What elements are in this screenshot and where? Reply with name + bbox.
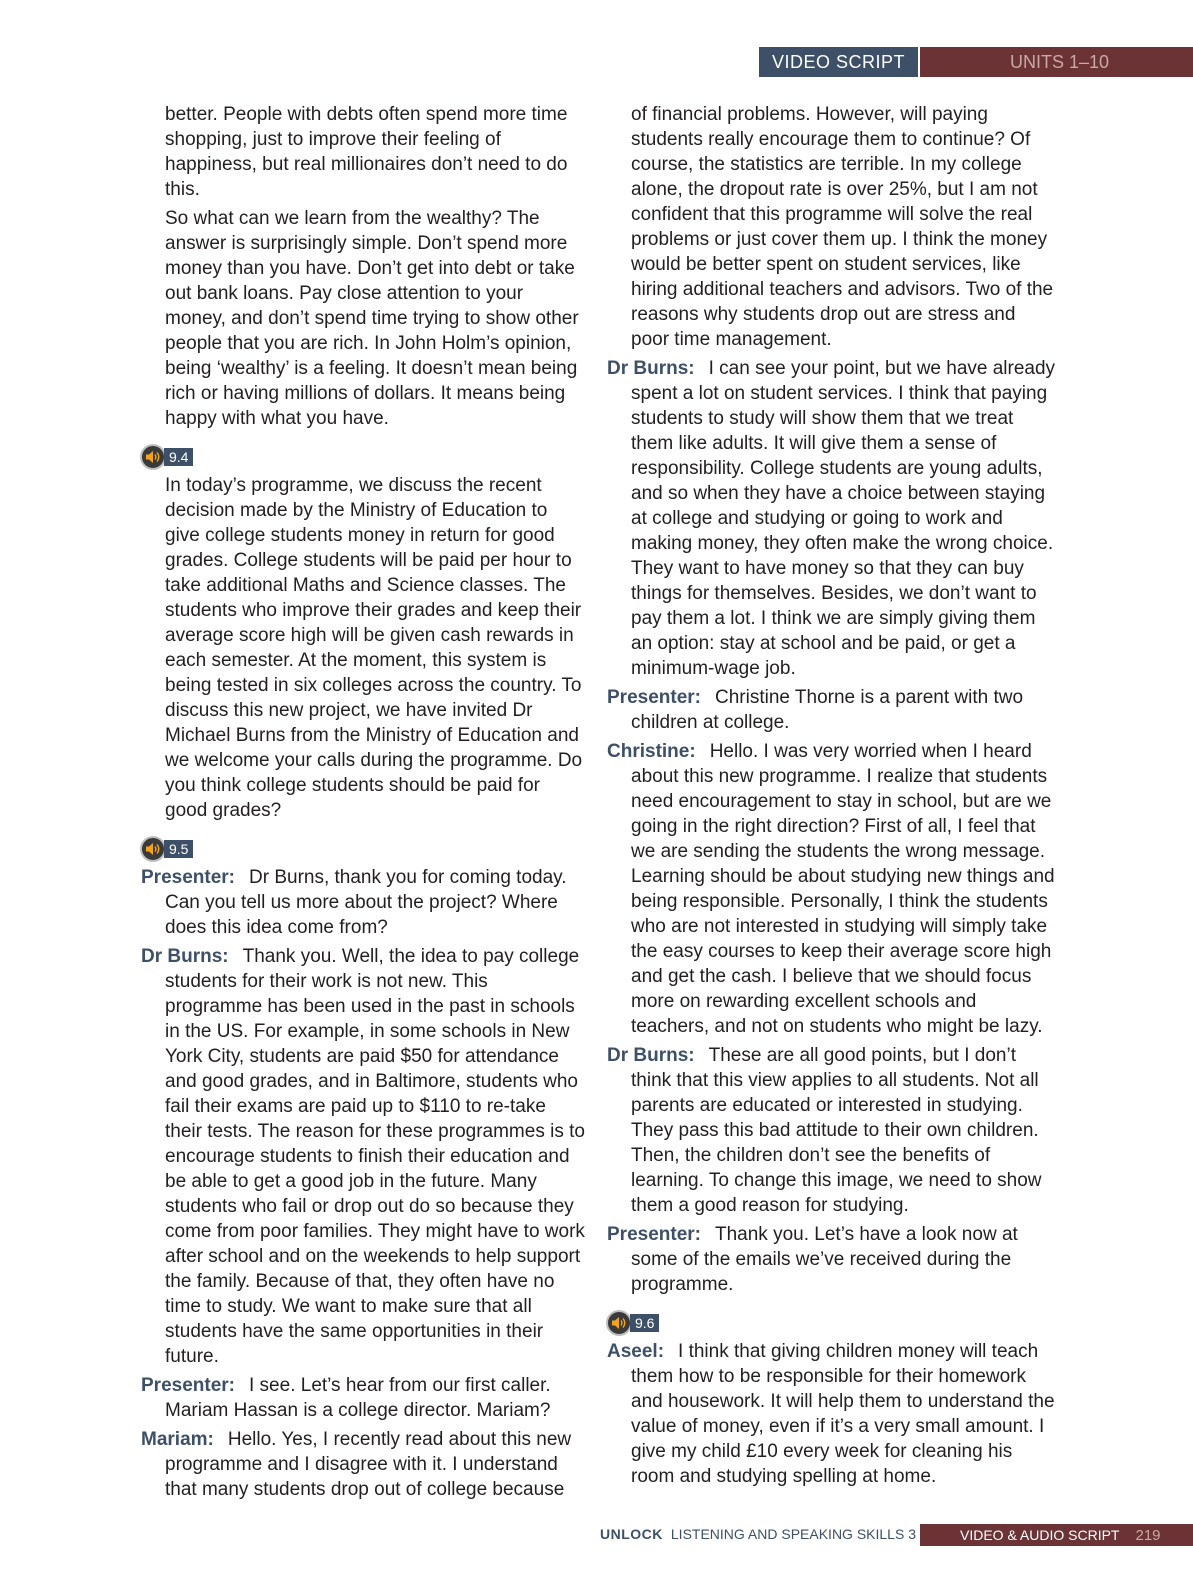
dialogue-turn (141, 944, 586, 1369)
dialogue-turn (607, 685, 1057, 735)
speaker-label: Presenter: (607, 1224, 701, 1245)
track-number: 9.5 (164, 840, 193, 858)
dialogue-turn (607, 356, 1057, 681)
dialogue-text: Christine Thorne is a parent with two children at college. (631, 687, 1024, 733)
footer-book-title (600, 1526, 916, 1542)
dialogue-turn (607, 1339, 1057, 1489)
track-number: 9.4 (164, 448, 193, 466)
paragraph: of financial problems. However, will paying students really encourage them to continue? Of course, the statistics are terrible. In my college alone, the dropout rate is over 25%, but I am not confident that this programme will solve the real problems or just cover them up. I think the money would be better spent on student services, like hiring additional teachers and advisors. Two of the reasons why students drop out are stress and poor time management. (631, 104, 1054, 350)
speaker-icon[interactable] (606, 1310, 632, 1336)
paragraph: So what can we learn from the wealthy? The answer is surprisingly simple. Don’t spend more money than you have. Don’t get into debt or take out bank loans. Pay close attention to your money, and don’t spend time trying to show other people that you are rich. In John Holm’s opinion, being ‘wealthy’ is a feeling. It doesn’t mean being rich or having millions of dollars. It means being happy with what you have. (165, 208, 579, 429)
speaker-label: Presenter: (607, 687, 701, 708)
header-video-script: VIDEO SCRIPT (759, 47, 918, 77)
speaker-icon[interactable] (140, 836, 166, 862)
left-column (141, 102, 586, 1506)
speaker-label: Aseel: (607, 1341, 665, 1362)
audio-track-9-5[interactable] (140, 835, 586, 863)
footer-section-label: VIDEO & AUDIO SCRIPT (960, 1527, 1120, 1543)
header-units: UNITS 1–10 (920, 47, 1193, 77)
dialogue-text: I can see your point, but we have already spent a lot on student services. I think that paying students to study will show them that we treat them like adults. It will give them a sense of responsibility. College students are young adults, and so when they have a choice between staying at college and studying or going to work and making money, they often make the wrong choice. They want to have money so that they can buy things for themselves. Besides, we don’t want to pay them a lot. I think we are simply giving them an option: stay at school and be paid, or get a minimum-wage job. (631, 358, 1056, 679)
dialogue-text: Hello. Yes, I recently read about this new programme and I disagree with it. I understand that many students drop out of college because (165, 1429, 572, 1500)
speaker-label: Presenter: (141, 1375, 235, 1396)
page-number: 219 (1135, 1526, 1161, 1544)
right-column (607, 102, 1057, 1493)
dialogue-turn (607, 1222, 1057, 1297)
book-title: LISTENING AND SPEAKING SKILLS 3 (670, 1526, 916, 1542)
dialogue-text: Thank you. Let’s have a look now at some of the emails we’ve received during the programme. (631, 1224, 1018, 1295)
speaker-label: Presenter: (141, 867, 235, 888)
dialogue-text: Hello. I was very worried when I heard about this new programme. I realize that students need encouragement to stay in school, but are we going in the right direction? First of all, I feel that we are sending the students the wrong message. Learning should be about studying new things and being responsible. Personally, I think the students who are not interested in studying will simply take the easy courses to keep their average score high and get the cash. I believe that we should focus more on rewarding excellent schools and teachers, and not on students who might be lazy. (631, 741, 1055, 1037)
dialogue-text: I think that giving children money will teach them how to be responsible for their homework and housework. It will help them to understand the value of money, even if it’s a very small amount. I give my child £10 every week for cleaning his room and studying spelling at home. (631, 1341, 1055, 1487)
speaker-label: Christine: (607, 741, 696, 762)
footer-section (920, 1524, 1193, 1546)
dialogue-turn (607, 1043, 1057, 1218)
dialogue-text: Thank you. Well, the idea to pay college students for their work is not new. This programme has been used in the past in schools in the US. For example, in some schools in New York City, students are paid $50 for attendance and good grades, and in Baltimore, students who fail their exams are paid up to $110 to re-take their tests. The reason for these programmes is to encourage students to finish their education and be able to get a good job in the future. Many students who fail or drop out do so because they come from poor families. They might have to work after school and on the weekends to help support the family. Because of that, they often have no time to study. We want to make sure that all students have the same opportunities in their future. (165, 946, 585, 1367)
track-number: 9.6 (630, 1314, 659, 1332)
dialogue-turn (141, 865, 586, 940)
speaker-label: Dr Burns: (607, 358, 695, 379)
speaker-label: Mariam: (141, 1429, 214, 1450)
audio-track-9-4[interactable] (140, 443, 586, 471)
speaker-label: Dr Burns: (607, 1045, 695, 1066)
dialogue-text: I see. Let’s hear from our first caller. Mariam Hassan is a college director. Mariam? (165, 1375, 551, 1421)
dialogue-text: Dr Burns, thank you for coming today. Can you tell us more about the project? Where does this idea come from? (165, 867, 567, 938)
audio-track-9-6[interactable] (606, 1309, 1057, 1337)
paragraph: better. People with debts often spend more time shopping, just to improve their feeling of happiness, but real millionaires don’t need to do this. (165, 104, 568, 200)
paragraph: In today’s programme, we discuss the recent decision made by the Ministry of Education to give college students money in return for good grades. College students will be paid per hour to take additional Maths and Science classes. The students who improve their grades and keep their average score high will be given cash rewards in each semester. At the moment, this system is being tested in six colleges across the country. To discuss this new project, we have invited Dr Michael Burns from the Ministry of Education and we welcome your calls during the programme. Do you think college students should be paid for good grades? (165, 475, 583, 821)
speaker-label: Dr Burns: (141, 946, 229, 967)
dialogue-turn (141, 1373, 586, 1423)
dialogue-text: These are all good points, but I don’t think that this view applies to all students. Not all parents are educated or interested in studying. They pass this bad attitude to their own children. Then, the children don’t see the benefits of learning. To change this image, we need to show them a good reason for studying. (631, 1045, 1042, 1216)
speaker-icon[interactable] (140, 444, 166, 470)
dialogue-turn (141, 1427, 586, 1502)
unlock-logo: UNLOCK (600, 1526, 663, 1542)
dialogue-turn (607, 739, 1057, 1039)
